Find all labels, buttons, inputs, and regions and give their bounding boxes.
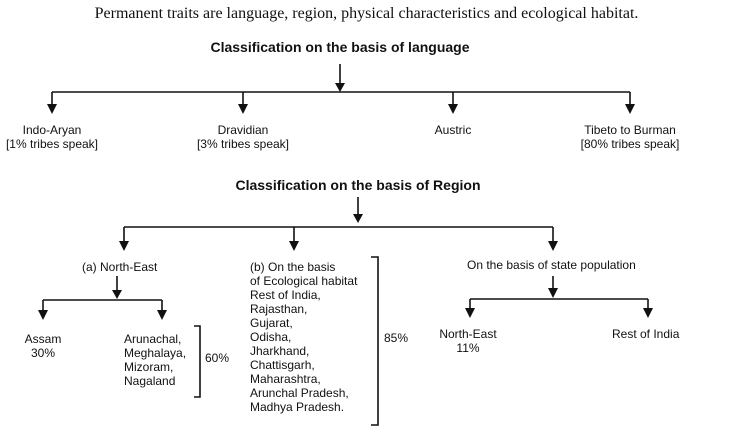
arrow-head-icon [353,214,363,223]
intro-text: Permanent traits are language, region, physical characteristics and ecological habitat. [94,5,639,22]
eco-line: Odisha, [250,330,292,344]
state-rest-node: Rest of India [612,327,680,341]
eco-line: Maharashtra, [250,372,321,386]
arrow-head-icon [112,290,122,299]
eco-line: Madhya Pradesh. [250,400,345,414]
group-line: Mizoram, [124,360,174,374]
bracket-60 [194,326,200,397]
language-node-austric [398,123,508,137]
eco-line: Jharkhand, [250,344,310,358]
region-heading: Classification on the basis of Region [235,177,481,193]
arrow-head-icon [335,83,345,92]
eco-line: Rest of India, [250,288,321,302]
arrow-head-icon [448,104,458,114]
node-name: Austric [434,123,472,137]
arrow-head-icon [289,241,299,251]
state-ne-name: North-East [439,327,497,341]
bracket-85 [371,257,378,425]
node-name: Tibeto to Burman [584,123,676,137]
state-population-label: On the basis of state population [467,258,636,272]
arrow-head-icon [47,104,57,114]
language-node-indo-aryan [0,123,122,151]
eco-line: Arunchal Pradesh, [250,386,349,400]
north-east-group [124,332,186,388]
eco-line: of Ecological habitat [250,274,358,288]
north-east-label: (a) North-East [82,260,158,274]
ecological-list [250,260,357,414]
eco-line: Chattisgarh, [250,358,315,372]
eco-line: Rajasthan, [250,302,308,316]
arrow-head-icon [157,310,167,320]
arrow-head-icon [643,308,653,318]
assam-node [8,332,78,360]
language-heading: Classification on the basis of language [210,39,470,55]
node-name: Indo-Aryan [22,123,82,137]
group-line: Arunachal, [124,332,182,346]
node-note: [1% tribes speak] [5,137,99,151]
state-north-east-node [428,327,508,355]
group-line: Nagaland [124,374,176,388]
eco-line: Gujarat, [250,316,293,330]
node-note: [3% tribes speak] [196,137,290,151]
node-name: Dravidian [217,123,269,137]
group-line: Meghalaya, [124,346,187,360]
language-node-dravidian [163,123,323,151]
arrow-head-icon [238,104,248,114]
arrow-head-icon [548,288,558,298]
arrow-head-icon [625,104,635,114]
assam-pct: 30% [30,346,56,360]
state-ne-pct: 11% [456,341,480,355]
arrow-head-icon [548,241,558,251]
language-node-tibeto-burman [560,123,700,151]
group-pct: 60% [205,351,230,365]
arrow-head-icon [119,241,129,251]
ecological-pct: 85% [384,331,409,345]
assam-name: Assam [24,332,62,346]
arrow-head-icon [465,308,475,318]
arrow-head-icon [38,310,48,320]
node-note: [80% tribes speak] [580,137,680,151]
eco-line: (b) On the basis [250,260,336,274]
